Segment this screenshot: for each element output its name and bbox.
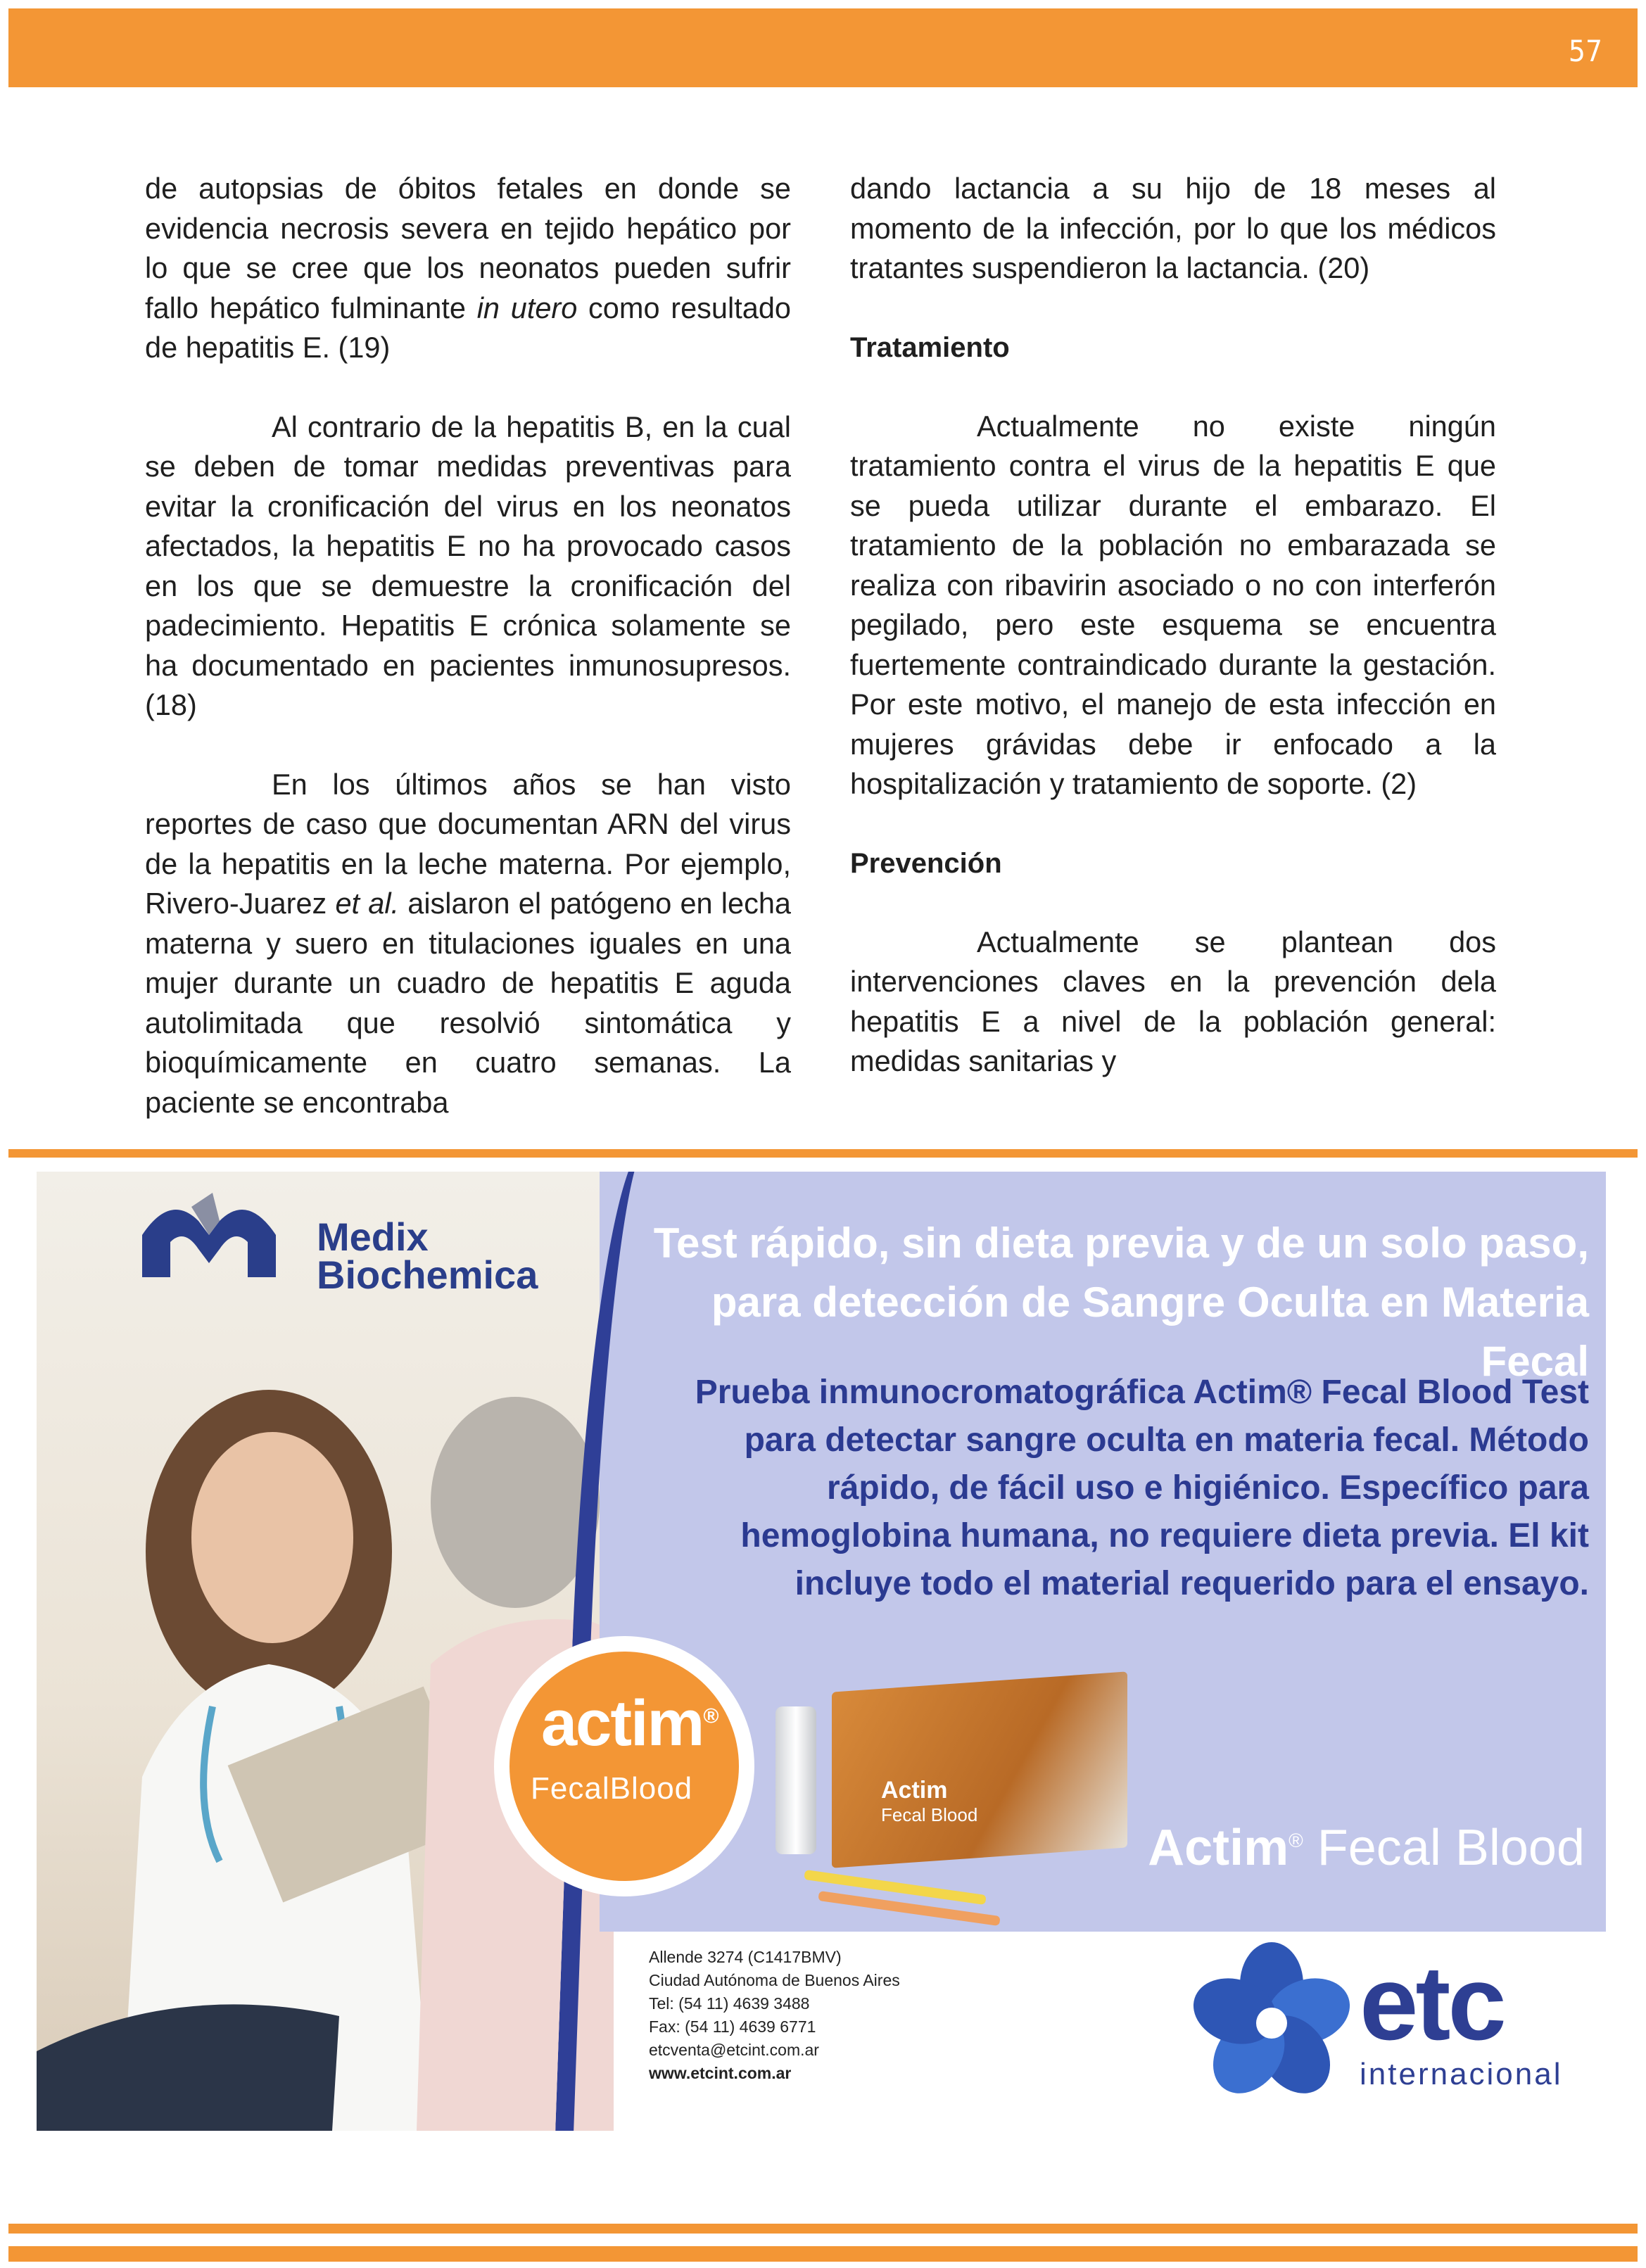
left-paragraph-2: Al contrario de la hepatitis B, en la cual se deben de tomar medidas preventivas para evitar la cronificación del virus en los neonatos afectados, la hepatitis E no ha provocado casos en los que se demuestre la cronificación del padecimiento. Hepatitis E crónica solamente se ha documentado en pacientes inmunosupresos. (18) [145,410,791,721]
left-paragraph-1: de autopsias de óbitos fetales en donde se evidencia necrosis severa en tejido hepático por lo que se cree que los neonatos pueden sufrir fallo hepático fulminante in utero como resultado de hepatitis E. (19) [145,172,791,364]
etc-flower-icon [1191,1942,1353,2104]
product-box-label: Actim Fecal Blood [881,1777,978,1825]
photo-illustration [37,1172,628,2131]
footer-rule-1 [8,2224,1638,2234]
right-paragraph-1: dando lactancia a su hijo de 18 meses al momento de la infección, por lo que los médicos tratantes suspendieron la lactancia. (20) [850,172,1496,284]
ad-description: Prueba inmunocromatográfica Actim® Fecal Blood Test para detectar sangre oculta en materia fecal. Método rápido, de fácil uso e higiénico. Específico para hemoglobina humana, no requiere dieta previa. El kit incluye todo el material requerido para el ensayo. [695,1374,1589,1602]
page-number: 57 [1568,34,1602,68]
right-paragraph-3: Actualmente se plantean dos intervenciones claves en la prevención dela hepatitis E a nivel de la población general: medidas sanitarias y [850,925,1496,1077]
doctor-patient-photo [37,1172,628,2131]
page-header-bar [8,8,1638,87]
ad-headline: Test rápido, sin dieta previa y de un solo paso, para detección de Sangre Oculta en Materia Fecal [653,1219,1589,1385]
actim-fecalblood-badge: actim® FecalBlood [509,1652,739,1881]
actim-fecal-blood-brand: Actim® Fecal Blood [1148,1820,1585,1876]
medix-biochemica-logo [142,1193,564,1297]
left-paragraph-3: En los últimos años se han visto reportes de caso que documentan ARN del virus de la hepatitis en la leche materna. Por ejemplo, Rivero-Juarez et al. aislaron el patógeno en lecha materna y suero en titulaciones iguales en una mujer durante un cuadro de hepatitis E aguda autolimitada que resolvió sintomática y bioquímicamente en cuatro semanas. La paciente se encontraba [145,767,791,1119]
etc-logo-text: etc [1360,1944,1504,2062]
medix-logo-text: Medix Biochemica [317,1215,538,1297]
product-box-image [832,1671,1127,1868]
advertisement [37,1172,1606,2131]
contact-email[interactable]: etcventa@etcint.com.ar [649,2041,819,2059]
left-column [145,169,791,1162]
website-link[interactable]: www.etcint.com.ar [649,2064,792,2082]
heading-prevencion: Prevención [850,847,1002,879]
right-paragraph-2: Actualmente no existe ningún tratamiento contra el virus de la hepatitis E que se pueda utilizar durante el embarazo. El tratamiento de la población no embarazada se realiza con ribavirin asociado o no con interferón pegilado, pero este esquema se encuentra fuertemente contraindicado durante la gestación. Por este motivo, el manejo de esta infección en mujeres grávidas debe ir enfocado a la hospitalización y tratamiento de soporte. (2) [850,409,1496,800]
medix-logo-icon [142,1193,276,1277]
right-column [850,169,1496,1121]
divider-rule [8,1149,1638,1158]
test-vial-image [775,1706,816,1854]
heading-tratamiento: Tratamiento [850,331,1010,363]
contact-info: Allende 3274 (C1417BMV) Ciudad Autónoma de Buenos Aires Tel: (54 11) 4639 3488 Fax: (54 11) 4639 6771 etcventa@etcint.com.ar www.etcint.com.ar [649,1946,900,2085]
footer-rule-2 [8,2246,1638,2262]
etc-logo-subtitle: internacional [1360,2057,1563,2091]
